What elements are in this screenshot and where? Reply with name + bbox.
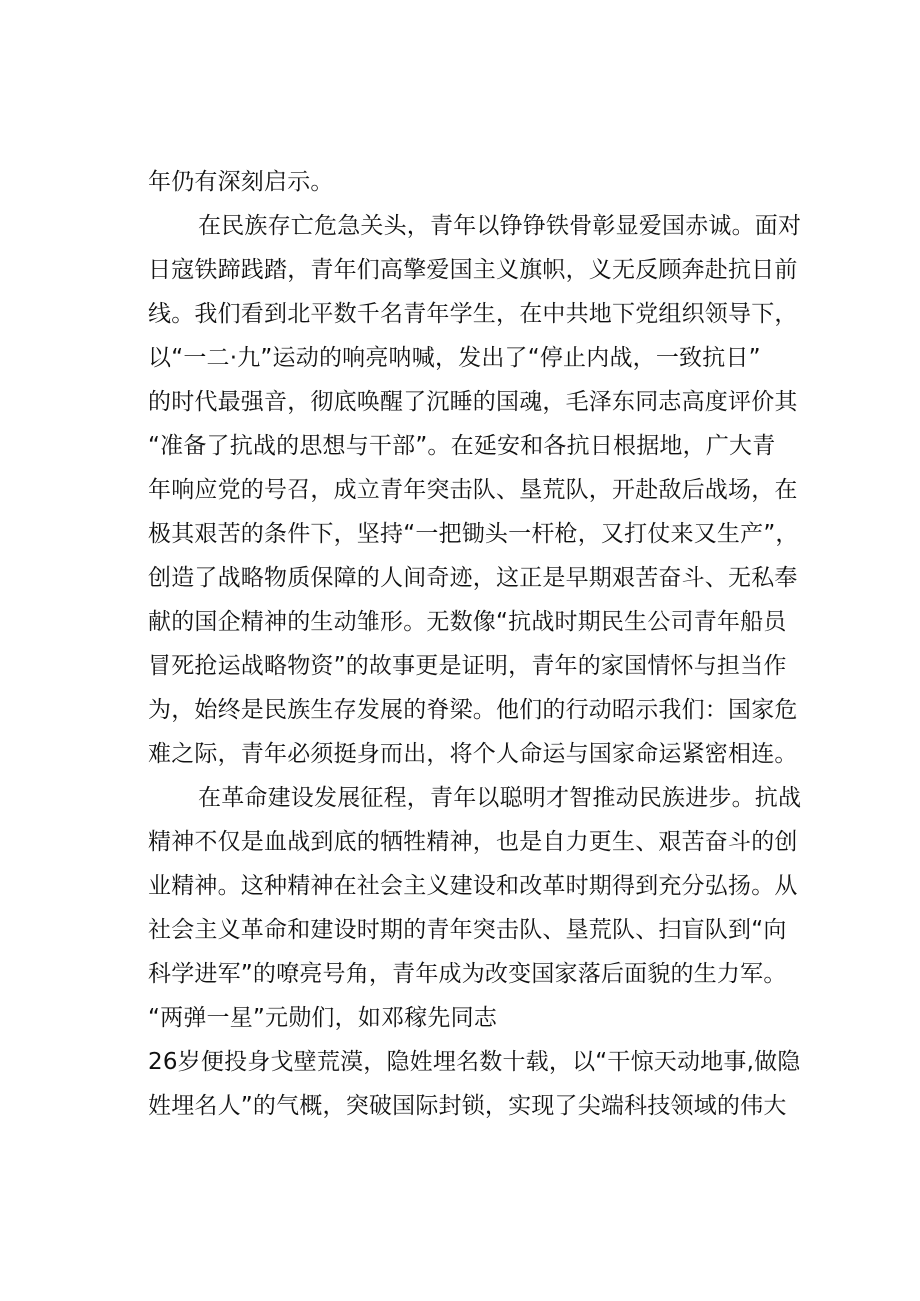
text-line: 献的国企精神的生动雏形。无数像“抗战时期民生公司青年船员 bbox=[148, 609, 787, 635]
text-line: 冒死抢运战略物资”的故事更是证明，青年的家国情怀与担当作 bbox=[148, 653, 787, 679]
text-line: 创造了战略物质保障的人间奇迹，这正是早期艰苦奋斗、无私奉 bbox=[148, 565, 798, 591]
text-line: “准备了抗战的思想与干部”。在延安和各抗日根据地，广大青 bbox=[148, 433, 776, 459]
text-line: 以“一二·九”运动的响亮呐喊，发出了“停止内战，一致抗日” bbox=[148, 345, 761, 371]
text-line: 年仍有深刻启示。 bbox=[148, 169, 334, 195]
text-line: 科学进军”的嘹亮号角，青年成为改变国家落后面貌的生力军。 bbox=[148, 961, 787, 987]
text-line: 业精神。这种精神在社会主义建设和改革时期得到充分弘扬。从 bbox=[148, 873, 798, 899]
paragraph-start-line: 在革命建设发展征程，青年以聪明才智推动民族进步。抗战 bbox=[198, 785, 802, 811]
text-line: 26岁便投身戈壁荒漠，隐姓埋名数十载，以“干惊天动地事,做隐 bbox=[148, 1049, 801, 1075]
text-line: 社会主义革命和建设时期的青年突击队、垦荒队、扫盲队到“向 bbox=[148, 917, 787, 943]
text-line: 线。我们看到北平数千名青年学生，在中共地下党组织领导下， bbox=[148, 301, 798, 327]
text-line: “两弹一星”元勋们，如邓稼先同志 bbox=[148, 1005, 498, 1031]
text-line: 的时代最强音，彻底唤醒了沉睡的国魂，毛泽东同志高度评价其 bbox=[148, 389, 798, 415]
paragraph-start-line: 在民族存亡危急关头，青年以铮铮铁骨彰显爱国赤诚。面对 bbox=[198, 213, 802, 239]
text-line: 极其艰苦的条件下，坚持“一把锄头一杆枪，又打仗来又生产”， bbox=[148, 521, 799, 547]
text-line: 为，始终是民族生存发展的脊梁。他们的行动昭示我们：国家危 bbox=[148, 697, 798, 723]
body-text bbox=[148, 160, 808, 1128]
text-line: 年响应党的号召，成立青年突击队、垦荒队，开赴敌后战场，在 bbox=[148, 477, 798, 503]
text-line: 日寇铁蹄践踏，青年们高擎爱国主义旗帜，义无反顾奔赴抗日前 bbox=[148, 257, 798, 283]
text-line: 难之际，青年必须挺身而出，将个人命运与国家命运紧密相连。 bbox=[148, 741, 798, 767]
text-line: 姓埋名人”的气概，突破国际封锁，实现了尖端科技领域的伟大 bbox=[148, 1093, 787, 1119]
text-line: 精神不仅是血战到底的牺牲精神，也是自力更生、艰苦奋斗的创 bbox=[148, 829, 798, 855]
